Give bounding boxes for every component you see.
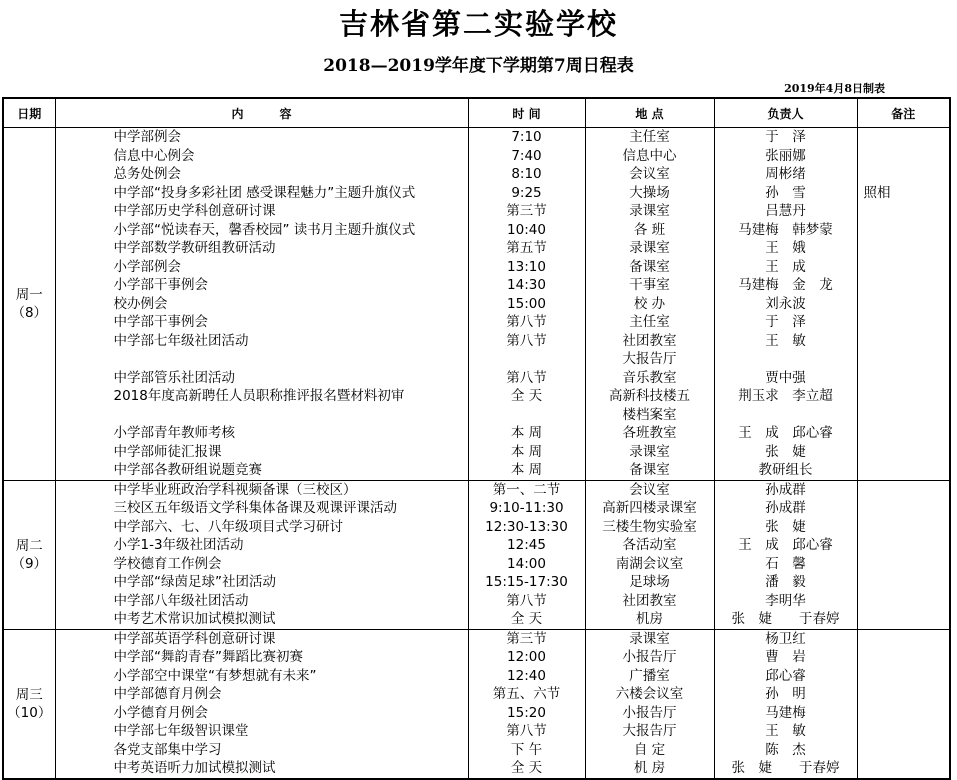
content-cell [55, 350, 468, 369]
table-row [3, 704, 950, 723]
time-cell: 14:00 [468, 555, 585, 574]
time-cell: 本 周 [468, 424, 585, 443]
time-cell: 第八节 [468, 313, 585, 332]
place-cell: 社团教室 [585, 332, 714, 351]
content-cell: 中学部“投身多彩社团 感受课程魅力”主题升旗仪式 [55, 184, 468, 203]
person-cell: 刘永波 [714, 295, 857, 314]
place-cell: 小报告厅 [585, 648, 714, 667]
day-label: 周二 [15, 537, 43, 554]
note-cell [857, 759, 950, 779]
day-label: 周一 [15, 286, 43, 303]
table-row [3, 461, 950, 480]
table-row [3, 369, 950, 388]
note-cell [857, 648, 950, 667]
content-cell: 三校区五年级语文学科集体备课及观课评课活动 [55, 499, 468, 518]
table-row [3, 555, 950, 574]
table-row [3, 313, 950, 332]
place-cell: 机房 [585, 610, 714, 629]
content-cell: 中学部八年级社团活动 [55, 592, 468, 611]
table-row [3, 295, 950, 314]
note-cell: 照相 [857, 184, 950, 203]
person-cell: 孙成群 [714, 499, 857, 518]
content-cell: 学校德育工作例会 [55, 555, 468, 574]
place-cell: 音乐教室 [585, 369, 714, 388]
time-cell: 10:40 [468, 221, 585, 240]
table-row [3, 443, 950, 462]
content-cell: 中学部“绿茵足球”社团活动 [55, 573, 468, 592]
time-cell: 7:10 [468, 128, 585, 147]
content-cell: 2018年度高新聘任人员职称推评报名暨材料初审 [55, 387, 468, 406]
person-cell: 李明华 [714, 592, 857, 611]
place-cell: 高新四楼录课室 [585, 499, 714, 518]
person-cell: 孙 明 [714, 685, 857, 704]
person-cell: 孙成群 [714, 480, 857, 499]
person-cell: 王 敏 [714, 722, 857, 741]
place-cell: 会议室 [585, 165, 714, 184]
table-row [3, 610, 950, 629]
header-person: 负责人 [714, 98, 857, 128]
table-row [3, 221, 950, 240]
person-cell: 陈 杰 [714, 741, 857, 760]
content-cell: 中学部七年级社团活动 [55, 332, 468, 351]
time-cell: 全 天 [468, 610, 585, 629]
content-cell: 中学部各教研组说题竞赛 [55, 461, 468, 480]
day-cell [3, 128, 55, 481]
person-cell: 教研组长 [714, 461, 857, 480]
header-time: 时 间 [468, 98, 585, 128]
content-cell: 中学部例会 [55, 128, 468, 147]
place-cell: 各活动室 [585, 536, 714, 555]
place-cell: 会议室 [585, 480, 714, 499]
note-cell [857, 276, 950, 295]
note-cell [857, 629, 950, 648]
table-row [3, 350, 950, 369]
place-cell: 干事室 [585, 276, 714, 295]
time-cell: 第八节 [468, 369, 585, 388]
time-cell: 本 周 [468, 443, 585, 462]
time-cell: 12:00 [468, 648, 585, 667]
place-cell: 录课室 [585, 629, 714, 648]
table-row [3, 722, 950, 741]
time-cell: 9:25 [468, 184, 585, 203]
note-cell [857, 332, 950, 351]
time-cell: 12:45 [468, 536, 585, 555]
note-cell [857, 221, 950, 240]
table-row [3, 332, 950, 351]
time-cell: 第五节 [468, 239, 585, 258]
note-cell [857, 555, 950, 574]
table-row [3, 239, 950, 258]
time-cell: 全 天 [468, 387, 585, 406]
person-cell: 王 敏 [714, 332, 857, 351]
time-cell: 14:30 [468, 276, 585, 295]
person-cell: 吕慧丹 [714, 202, 857, 221]
table-row [3, 276, 950, 295]
place-cell: 足球场 [585, 573, 714, 592]
note-cell [857, 406, 950, 425]
table-row [3, 184, 950, 203]
person-cell: 王 成 邱心睿 [714, 536, 857, 555]
content-cell: 中学部德育月例会 [55, 685, 468, 704]
note-cell [857, 165, 950, 184]
table-row [3, 741, 950, 760]
person-cell [714, 406, 857, 425]
person-cell: 于 泽 [714, 128, 857, 147]
person-cell: 石 馨 [714, 555, 857, 574]
person-cell: 周彬绪 [714, 165, 857, 184]
table-row [3, 592, 950, 611]
table-row [3, 165, 950, 184]
place-cell: 录课室 [585, 202, 714, 221]
time-cell [468, 350, 585, 369]
content-cell: 小学部例会 [55, 258, 468, 277]
content-cell: 小学部“悦读春天，馨香校园” 读书月主题升旗仪式 [55, 221, 468, 240]
place-cell: 主任室 [585, 128, 714, 147]
place-cell: 备课室 [585, 461, 714, 480]
place-cell: 大报告厅 [585, 350, 714, 369]
note-cell [857, 536, 950, 555]
note-cell [857, 518, 950, 537]
place-cell: 小报告厅 [585, 704, 714, 723]
schedule-body [3, 128, 950, 779]
time-cell: 本 周 [468, 461, 585, 480]
page-title: 吉林省第二实验学校 [338, 7, 618, 41]
content-cell: 中学部师徒汇报课 [55, 443, 468, 462]
content-cell: 小学部青年教师考核 [55, 424, 468, 443]
content-cell: 中学部数学教研组教研活动 [55, 239, 468, 258]
time-cell: 第五、六节 [468, 685, 585, 704]
person-cell: 张 婕 于春婷 [714, 610, 857, 629]
note-cell [857, 741, 950, 760]
table-row [3, 685, 950, 704]
time-cell: 13:10 [468, 258, 585, 277]
place-cell: 校 办 [585, 295, 714, 314]
schedule-table [2, 97, 951, 780]
place-cell: 备课室 [585, 258, 714, 277]
note-cell [857, 128, 950, 147]
person-cell: 杨卫红 [714, 629, 857, 648]
table-row [3, 536, 950, 555]
place-cell: 大报告厅 [585, 722, 714, 741]
time-cell: 第八节 [468, 592, 585, 611]
person-cell: 马建梅 韩梦蒙 [714, 221, 857, 240]
place-cell: 楼档案室 [585, 406, 714, 425]
note-cell [857, 461, 950, 480]
time-cell: 全 天 [468, 759, 585, 779]
table-row [3, 759, 950, 779]
table-row [3, 629, 950, 648]
note-cell [857, 443, 950, 462]
note-cell [857, 722, 950, 741]
person-cell [714, 350, 857, 369]
table-row [3, 499, 950, 518]
day-cell [3, 480, 55, 629]
content-cell: 中学部英语学科创意研讨课 [55, 629, 468, 648]
table-row [3, 480, 950, 499]
time-cell: 15:15-17:30 [468, 573, 585, 592]
person-cell: 荆玉求 李立超 [714, 387, 857, 406]
day-number: （10） [7, 704, 52, 721]
place-cell: 录课室 [585, 239, 714, 258]
time-cell: 12:30-13:30 [468, 518, 585, 537]
table-row [3, 147, 950, 166]
note-cell [857, 610, 950, 629]
header-note: 备注 [857, 98, 950, 128]
place-cell: 南湖会议室 [585, 555, 714, 574]
person-cell: 邱心睿 [714, 667, 857, 686]
time-cell: 第三节 [468, 629, 585, 648]
time-cell [468, 406, 585, 425]
day-number: （9） [11, 555, 48, 572]
time-cell: 7:40 [468, 147, 585, 166]
person-cell: 张 婕 [714, 518, 857, 537]
time-cell: 第三节 [468, 202, 585, 221]
person-cell: 张 婕 于春婷 [714, 759, 857, 779]
person-cell: 贾中强 [714, 369, 857, 388]
table-row [3, 128, 950, 147]
place-cell: 信息中心 [585, 147, 714, 166]
place-cell: 高新科技楼五 [585, 387, 714, 406]
person-cell: 马建梅 金 龙 [714, 276, 857, 295]
table-row [3, 667, 950, 686]
content-cell: 中学部历史学科创意研讨课 [55, 202, 468, 221]
note-cell [857, 350, 950, 369]
note-cell [857, 573, 950, 592]
person-cell: 孙 雪 [714, 184, 857, 203]
note-cell [857, 499, 950, 518]
note-cell [857, 424, 950, 443]
time-cell: 9:10-11:30 [468, 499, 585, 518]
time-cell: 第一、二节 [468, 480, 585, 499]
content-cell: 中考艺术常识加试模拟测试 [55, 610, 468, 629]
table-row [3, 518, 950, 537]
header-row [3, 98, 950, 128]
note-cell [857, 480, 950, 499]
place-cell: 三楼生物实验室 [585, 518, 714, 537]
place-cell: 大操场 [585, 184, 714, 203]
note-cell [857, 387, 950, 406]
content-cell: 校办例会 [55, 295, 468, 314]
person-cell: 张 婕 [714, 443, 857, 462]
content-cell: 信息中心例会 [55, 147, 468, 166]
table-row [3, 258, 950, 277]
place-cell: 各 班 [585, 221, 714, 240]
day-label: 周三 [15, 686, 43, 703]
note-cell [857, 202, 950, 221]
table-row [3, 406, 950, 425]
place-cell: 广播室 [585, 667, 714, 686]
content-cell: 小学1-3年级社团活动 [55, 536, 468, 555]
note-cell [857, 258, 950, 277]
content-cell [55, 406, 468, 425]
note-cell [857, 147, 950, 166]
content-cell: 中学部七年级智识课堂 [55, 722, 468, 741]
place-cell: 各班教室 [585, 424, 714, 443]
time-cell: 12:40 [468, 667, 585, 686]
time-cell: 15:00 [468, 295, 585, 314]
time-cell: 第八节 [468, 722, 585, 741]
person-cell: 王 成 邱心睿 [714, 424, 857, 443]
content-cell: 中学部管乐社团活动 [55, 369, 468, 388]
place-cell: 主任室 [585, 313, 714, 332]
table-row [3, 573, 950, 592]
header-day: 日期 [3, 98, 55, 128]
table-row [3, 387, 950, 406]
table-row [3, 202, 950, 221]
place-cell: 社团教室 [585, 592, 714, 611]
content-cell: 总务处例会 [55, 165, 468, 184]
person-cell: 潘 毅 [714, 573, 857, 592]
time-cell: 下 午 [468, 741, 585, 760]
person-cell: 张丽娜 [714, 147, 857, 166]
day-cell [3, 629, 55, 779]
note-cell [857, 239, 950, 258]
note-cell [857, 704, 950, 723]
content-cell: 小学部干事例会 [55, 276, 468, 295]
place-cell: 六楼会议室 [585, 685, 714, 704]
place-cell: 自 定 [585, 741, 714, 760]
note-cell [857, 685, 950, 704]
time-cell: 15:20 [468, 704, 585, 723]
made-date: 2019年4月8日制表 [784, 82, 885, 95]
header-content: 内 容 [55, 98, 468, 128]
content-cell: 中学部六、七、八年级项目式学习研讨 [55, 518, 468, 537]
content-cell: 小学德育月例会 [55, 704, 468, 723]
content-cell: 中考英语听力加试模拟测试 [55, 759, 468, 779]
time-cell: 8:10 [468, 165, 585, 184]
note-cell [857, 592, 950, 611]
table-row [3, 648, 950, 667]
header-place: 地 点 [585, 98, 714, 128]
content-cell: 中学毕业班政治学科视频备课（三校区） [55, 480, 468, 499]
note-cell [857, 295, 950, 314]
person-cell: 于 泽 [714, 313, 857, 332]
day-number: （8） [11, 304, 48, 321]
person-cell: 曹 岩 [714, 648, 857, 667]
person-cell: 王 娥 [714, 239, 857, 258]
content-cell: 中学部干事例会 [55, 313, 468, 332]
time-cell: 第八节 [468, 332, 585, 351]
place-cell: 机 房 [585, 759, 714, 779]
content-cell: 小学部空中课堂“有梦想就有未来” [55, 667, 468, 686]
place-cell: 录课室 [585, 443, 714, 462]
page-subtitle: 2018—2019学年度下学期第7周日程表 [323, 56, 634, 76]
note-cell [857, 313, 950, 332]
content-cell: 中学部“舞韵青春”舞蹈比赛初赛 [55, 648, 468, 667]
table-row [3, 424, 950, 443]
note-cell [857, 369, 950, 388]
content-cell: 各党支部集中学习 [55, 741, 468, 760]
person-cell: 王 成 [714, 258, 857, 277]
person-cell: 马建梅 [714, 704, 857, 723]
note-cell [857, 667, 950, 686]
